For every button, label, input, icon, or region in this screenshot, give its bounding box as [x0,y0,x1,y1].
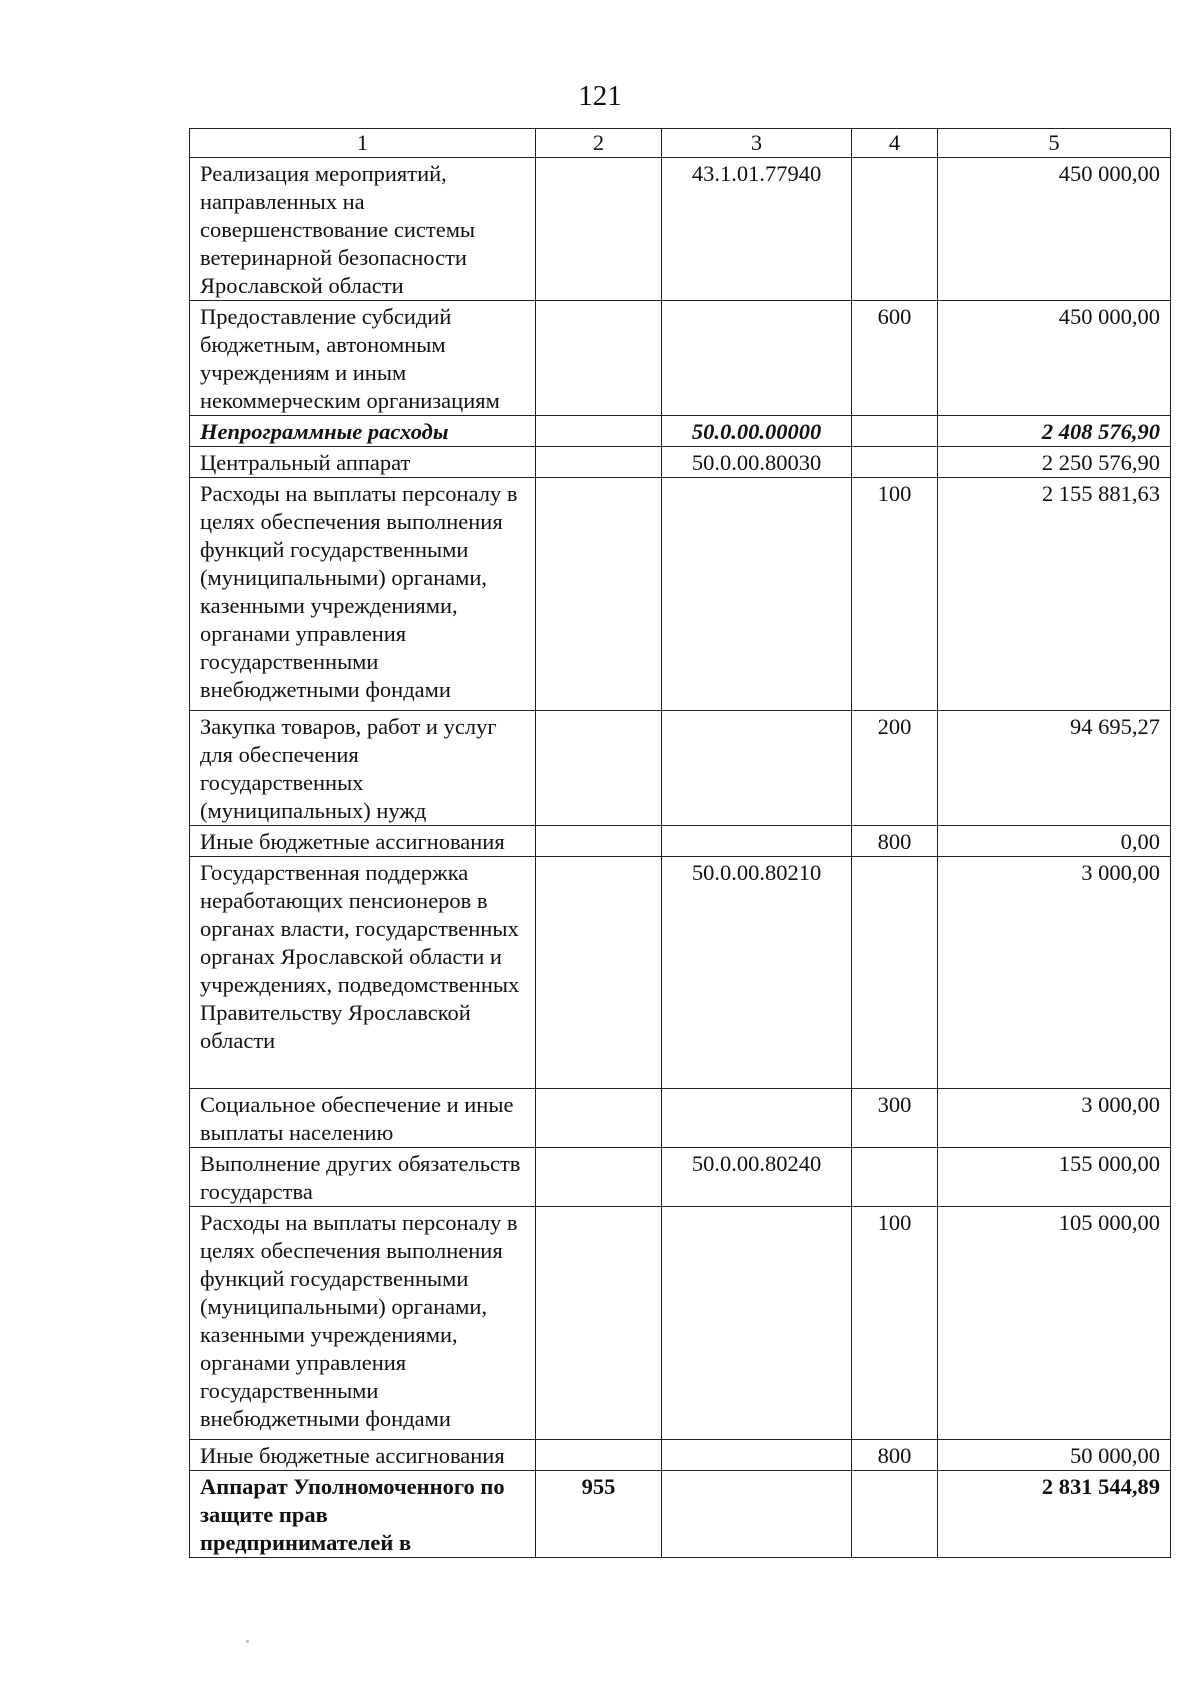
column-header: 2 [536,129,662,158]
ministry-code-cell [536,301,662,416]
expense-type-cell [852,447,938,478]
ministry-code-cell [536,1089,662,1148]
amount-cell: 50 000,00 [938,1440,1171,1471]
table-row [190,1207,1171,1440]
table-row [190,416,1171,447]
ministry-code-cell [536,857,662,1089]
page-number: 121 [578,80,622,112]
column-header: 3 [662,129,852,158]
item-name-cell: Выполнение других обязательств государства [190,1148,536,1207]
ministry-code-cell [536,826,662,857]
header-row [190,129,1171,158]
amount-cell: 3 000,00 [938,857,1171,1089]
table-body [190,158,1171,1558]
expense-type-cell: 100 [852,1207,938,1440]
amount-cell: 450 000,00 [938,158,1171,301]
expense-type-cell: 800 [852,826,938,857]
expense-type-cell [852,416,938,447]
table-row [190,857,1171,1089]
item-name-cell: Государственная поддержка неработающих пенсионеров в органах власти, государственных органах Ярославской области и учреждениях, подведомственных Правительству Ярославской области [190,857,536,1089]
scan-artifact [246,1640,249,1643]
table-row [190,1089,1171,1148]
amount-cell: 0,00 [938,826,1171,857]
amount-cell: 94 695,27 [938,711,1171,826]
target-article-cell [662,1207,852,1440]
expense-type-cell: 100 [852,478,938,711]
amount-cell: 105 000,00 [938,1207,1171,1440]
table-row [190,1148,1171,1207]
target-article-cell [662,1089,852,1148]
table-row [190,301,1171,416]
ministry-code-cell [536,1207,662,1440]
item-name-cell: Предоставление субсидий бюджетным, автономным учреждениям и иным некоммерческим организациям [190,301,536,416]
ministry-code-cell [536,711,662,826]
budget-table [189,128,1171,1558]
amount-cell: 2 408 576,90 [938,416,1171,447]
table-row [190,1440,1171,1471]
expense-type-cell: 600 [852,301,938,416]
amount-cell: 450 000,00 [938,301,1171,416]
ministry-code-cell [536,1440,662,1471]
target-article-cell [662,478,852,711]
column-header: 1 [190,129,536,158]
item-name-cell: Иные бюджетные ассигнования [190,826,536,857]
ministry-code-cell: 955 [536,1471,662,1558]
item-name-cell: Непрограммные расходы [190,416,536,447]
item-name-cell: Социальное обеспечение и иные выплаты населению [190,1089,536,1148]
table-row [190,711,1171,826]
ministry-code-cell [536,478,662,711]
item-name-cell: Закупка товаров, работ и услуг для обеспечения государственных (муниципальных) нужд [190,711,536,826]
target-article-cell: 50.0.00.80030 [662,447,852,478]
item-name-cell: Расходы на выплаты персоналу в целях обеспечения выполнения функций государственными (муниципальными) органами, казенными учреждениями, органами управления государственными внебюджетными фондами [190,478,536,711]
ministry-code-cell [536,447,662,478]
item-name-cell: Иные бюджетные ассигнования [190,1440,536,1471]
target-article-cell [662,1471,852,1558]
expense-type-cell: 800 [852,1440,938,1471]
ministry-code-cell [536,1148,662,1207]
ministry-code-cell [536,416,662,447]
target-article-cell: 50.0.00.80240 [662,1148,852,1207]
column-header: 4 [852,129,938,158]
table-row [190,478,1171,711]
amount-cell: 2 250 576,90 [938,447,1171,478]
target-article-cell [662,301,852,416]
target-article-cell [662,1440,852,1471]
expense-type-cell [852,1471,938,1558]
amount-cell: 2 155 881,63 [938,478,1171,711]
expense-type-cell [852,158,938,301]
item-name-cell: Расходы на выплаты персоналу в целях обеспечения выполнения функций государственными (муниципальными) органами, казенными учреждениями, органами управления государственными внебюджетными фондами [190,1207,536,1440]
expense-type-cell [852,1148,938,1207]
target-article-cell: 50.0.00.80210 [662,857,852,1089]
target-article-cell [662,711,852,826]
target-article-cell: 43.1.01.77940 [662,158,852,301]
table-row [190,447,1171,478]
amount-cell: 3 000,00 [938,1089,1171,1148]
amount-cell: 155 000,00 [938,1148,1171,1207]
target-article-cell: 50.0.00.00000 [662,416,852,447]
item-name-cell: Аппарат Уполномоченного по защите прав предпринимателей в [190,1471,536,1558]
table-row [190,1471,1171,1558]
item-name-cell: Реализация мероприятий, направленных на совершенствование системы ветеринарной безопасности Ярославской области [190,158,536,301]
target-article-cell [662,826,852,857]
amount-cell: 2 831 544,89 [938,1471,1171,1558]
expense-type-cell [852,857,938,1089]
expense-type-cell: 200 [852,711,938,826]
ministry-code-cell [536,158,662,301]
table-row [190,158,1171,301]
expense-type-cell: 300 [852,1089,938,1148]
item-name-cell: Центральный аппарат [190,447,536,478]
column-header: 5 [938,129,1171,158]
table-row [190,826,1171,857]
